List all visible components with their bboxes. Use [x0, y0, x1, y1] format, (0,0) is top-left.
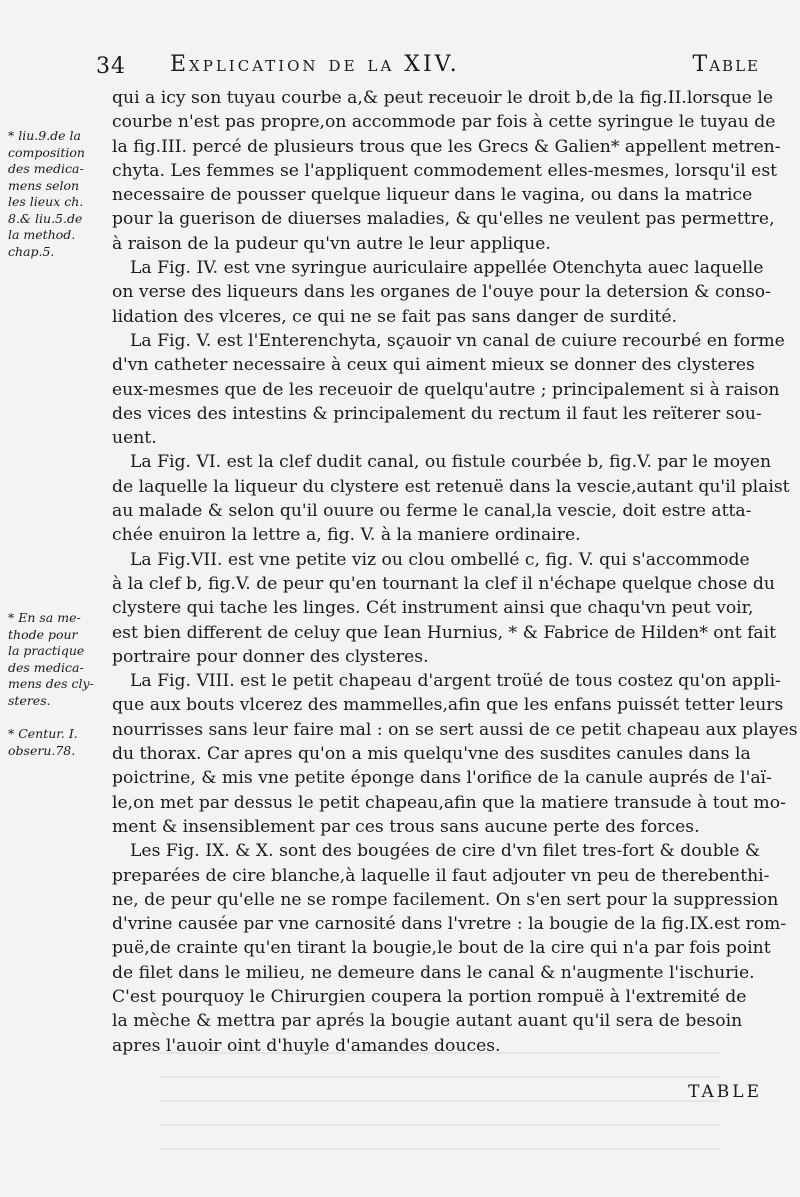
text-line: poictrine, & mis vne petite éponge dans l'orifice de la canule auprés de l'aï-	[112, 768, 772, 789]
text-line: nourrisses sans leur faire mal : on se sert aussi de ce petit chapeau aux playes	[112, 719, 798, 740]
text-line: La Fig. V. est l'Enterenchyta, sçauoir vn canal de cuiure recourbé en forme	[130, 330, 785, 351]
text-line: necessaire de pousser quelque liqueur dans le vagina, ou dans la matrice	[112, 185, 753, 206]
text-line: La Fig. IV. est vne syringue auriculaire appellée Otenchyta auec laquelle	[130, 258, 764, 279]
body-text	[112, 86, 798, 1058]
text-line: La Fig. VIII. est le petit chapeau d'argent troüé de tous costez qu'on appli-	[130, 671, 781, 692]
text-line: pour la guerison de diuerses maladies, & qu'elles ne veulent pas permettre,	[112, 209, 775, 230]
text-line: d'vn catheter necessaire à ceux qui aiment mieux se donner des clysteres	[112, 355, 755, 376]
text-line: La Fig. VI. est la clef dudit canal, ou fistule courbée b, fig.V. par le moyen	[130, 452, 772, 473]
text-line: que aux bouts vlcerez des mammelles,afin que les enfans puissét tetter leurs	[112, 695, 784, 716]
margin-note-line: 8.& liu.5.de	[8, 210, 83, 226]
text-line: uent.	[112, 428, 157, 449]
text-line: la fig.III. percé de plusieurs trous que les Grecs & Galien* appellent metren-	[112, 136, 781, 157]
text-line: ne, de peur qu'elle ne se rompe facilement. On s'en sert pour la suppression	[112, 889, 779, 910]
text-line: eux-mesmes que de les receuoir de quelqu'autre ; principalement si à raison	[112, 379, 780, 400]
margin-note-line: mens selon	[8, 177, 80, 193]
text-line: puë,de crainte qu'en tirant la bougie,le bout de la cire qui n'a par fois point	[112, 938, 771, 959]
margin-note-line: les lieux ch.	[8, 194, 84, 209]
page-header	[60, 52, 760, 86]
page-number: 34	[96, 54, 126, 79]
margin-note-line: des medica-	[8, 161, 84, 176]
text-line: lidation des vlceres, ce qui ne se fait pas sans danger de surdité.	[112, 306, 677, 327]
text-line: La Fig.VII. est vne petite viz ou clou ombellé c, fig. V. qui s'accommode	[130, 549, 750, 570]
margin-note-hurnius	[8, 610, 100, 709]
text-line: apres l'auoir oint d'huyle d'amandes douces.	[112, 1035, 501, 1056]
text-line: C'est pourquoy le Chirurgien coupera la portion rompuë à l'extremité de	[112, 986, 747, 1007]
text-line: à la clef b, fig.V. de peur qu'en tournant la clef il n'échape quelque chose du	[112, 573, 775, 594]
text-line: preparées de cire blanche,à laquelle il faut adjouter vn peu de therebenthi-	[112, 865, 770, 886]
margin-note-line: steres.	[8, 692, 51, 708]
text-line: chyta. Les femmes se l'appliquent commodement elles-mesmes, lorsqu'il est	[112, 160, 778, 181]
text-line: du thorax. Car apres qu'on a mis quelqu'vne des susdites canules dans la	[112, 744, 751, 765]
text-line: à raison de la pudeur qu'vn autre le leur applique.	[112, 233, 551, 254]
margin-note-galien	[8, 128, 100, 260]
text-line: clystere qui tache les linges. Cét instrument ainsi que chaqu'vn peut voir,	[112, 598, 754, 619]
margin-note-line: chap.5.	[8, 243, 55, 259]
margin-note-line: * En sa me-	[8, 610, 81, 625]
text-line: qui a icy son tuyau courbe a,& peut receuoir le droit b,de la fig.II.lorsque le	[112, 88, 774, 108]
text-line: portraire pour donner des clysteres.	[112, 646, 429, 667]
text-line: des vices des intestins & principalement du rectum il faut les reïterer sou-	[112, 403, 762, 424]
margin-note-line: des medica-	[8, 659, 84, 675]
margin-note-line: composition	[8, 144, 85, 160]
catchword: TABLE	[688, 1082, 762, 1102]
running-title: Explication de la XIV.	[170, 52, 460, 77]
margin-note-hilden	[8, 726, 100, 759]
text-line: chée enuiron la lettre a, fig. V. à la maniere ordinaire.	[112, 525, 581, 546]
text-line: de laquelle la liqueur du clystere est retenuë dans la vescie,autant qu'il plaist	[112, 476, 790, 497]
text-line: on verse des liqueurs dans les organes de l'ouye pour la detersion & conso-	[112, 282, 771, 303]
margin-note-line: thode pour	[8, 626, 78, 642]
text-line: le,on met par dessus le petit chapeau,afin que la matiere transude à tout mo-	[112, 792, 786, 813]
text-line: au malade & selon qu'il ouure ou ferme le canal,la vescie, doit estre atta-	[112, 501, 752, 522]
text-line: de filet dans le milieu, ne demeure dans le canal & n'augmente l'ischurie.	[112, 962, 755, 983]
margin-note-line: la method.	[8, 227, 76, 242]
margin-note-line: la practique	[8, 643, 85, 658]
text-line: ment & insensiblement par ces trous sans aucune perte des forces.	[112, 816, 700, 837]
text-line: d'vrine causée par vne carnosité dans l'vretre : la bougie de la fig.IX.est rom-	[112, 914, 787, 935]
header-table-word: Table	[692, 52, 760, 77]
text-line: courbe n'est pas propre,on accommode par fois à cette syringue le tuyau de	[112, 112, 776, 133]
show-through-shadow	[160, 1030, 720, 1150]
margin-note-line: * Centur. I.	[8, 726, 78, 741]
text-line: est bien different de celuy que Iean Hurnius, * & Fabrice de Hilden* ont fait	[112, 622, 777, 643]
text-line: Les Fig. IX. & X. sont des bougées de cire d'vn filet tres-fort & double &	[130, 841, 761, 862]
text-line: la mèche & mettra par aprés la bougie autant auant qu'il sera de besoin	[112, 1011, 743, 1032]
margin-note-line: * liu.9.de la	[8, 128, 81, 143]
margin-note-line: mens des cly-	[8, 676, 94, 691]
margin-note-line: obseru.78.	[8, 742, 76, 758]
